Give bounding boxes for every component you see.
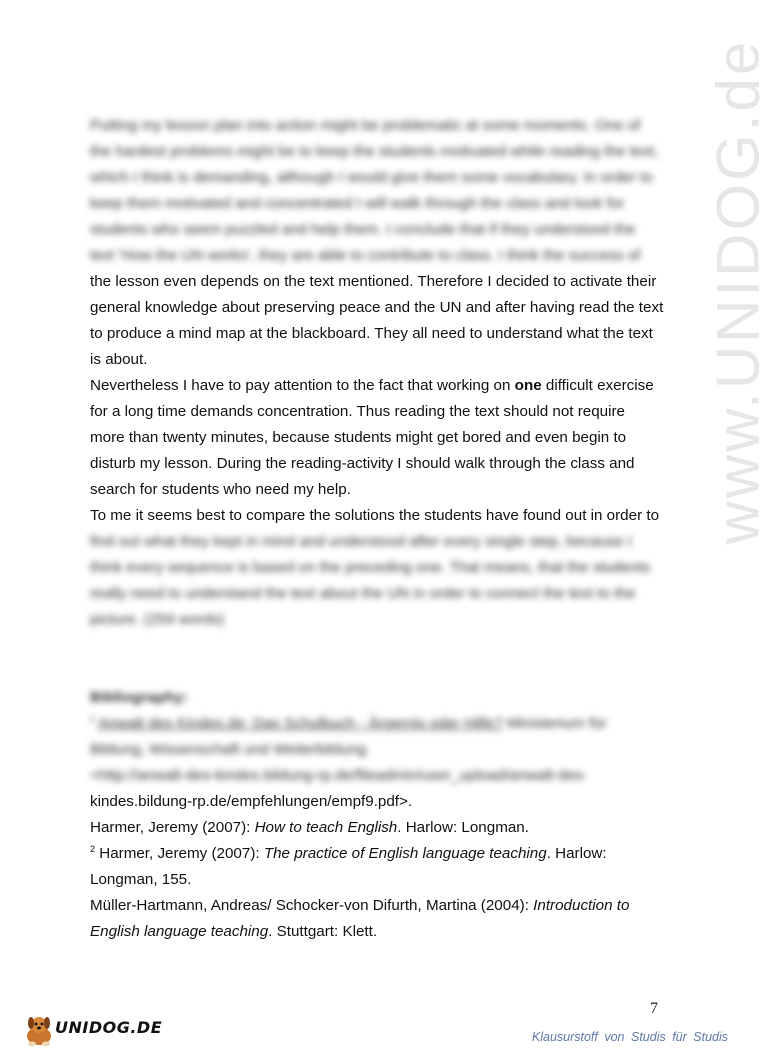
document-body xyxy=(90,113,666,945)
bib-entry-harmer-2 xyxy=(90,841,666,867)
bib-entry-harmer-1 xyxy=(90,815,666,841)
book-title: How to teach English xyxy=(254,819,398,836)
unidog-logo xyxy=(22,1012,162,1052)
text-span: difficult exercise xyxy=(541,377,654,394)
text-line: really need to understand the text about the UN in order to connect the text to the xyxy=(90,585,636,602)
text-span: . Harlow: xyxy=(546,845,607,862)
text-span: Ministerium für xyxy=(502,715,607,732)
bib-entry-line: <http://anwalt-des-kindes.bildung-rp.de/fileadmin/user_upload/anwalt-des- xyxy=(90,767,588,784)
bib-entry-line: Bildung, Wissenschaft und Weiterbildung. xyxy=(90,741,370,758)
text-line: general knowledge about preserving peace and the UN and after having read the text xyxy=(90,299,664,316)
text-span: Müller-Hartmann, Andreas/ Schocker-von Difurth, Martina (2004): xyxy=(90,897,534,914)
text-line: the lesson even depends on the text mentioned. Therefore I decided to activate their xyxy=(90,273,657,290)
footnote-mark: 1 xyxy=(90,713,96,724)
paragraph-2 xyxy=(90,373,666,503)
blurred-block-2 xyxy=(90,529,666,633)
text-line xyxy=(90,373,666,399)
footnote-mark: 2 xyxy=(90,843,96,854)
dog-icon xyxy=(22,1012,56,1048)
bib-entry-line xyxy=(90,919,666,945)
paragraph-3 xyxy=(90,503,666,633)
text-line: more than twenty minutes, because students might get bored and even begin to xyxy=(90,429,627,446)
text-line: keep them motivated and concentrated I will walk through the class and look for xyxy=(90,195,625,212)
section-gap xyxy=(90,633,666,685)
bib-entry-mueller xyxy=(90,893,666,919)
text-line: To me it seems best to compare the solutions the students have found out in order to xyxy=(90,507,660,524)
text-line: disturb my lesson. During the reading-activity I should walk through the class and xyxy=(90,455,635,472)
text-span: Harmer, Jeremy (2007): xyxy=(95,845,264,862)
bib-entry-line: Longman, 155. xyxy=(90,871,192,888)
text-span: Harmer, Jeremy (2007): xyxy=(90,819,255,836)
bib-entry-line xyxy=(90,711,666,737)
text-span: . Stuttgart: Klett. xyxy=(268,923,378,940)
book-title: Introduction to xyxy=(533,897,630,914)
bib-link[interactable]: Anwalt des Kindes.de: Das Schulbuch - Ärgernis oder Hilfe? xyxy=(98,715,503,732)
book-title: English language teaching xyxy=(90,923,269,940)
watermark-text: www.UNIDOG.de xyxy=(704,38,772,545)
text-line: students who seem puzzled and help them. I conclude that if they understood the xyxy=(90,221,636,238)
text-line: the hardest problems might be to keep the students motivated while reading the text, xyxy=(90,143,659,160)
page-number: 7 xyxy=(650,1000,658,1017)
text-line: to produce a mind map at the blackboard. They all need to understand what the text xyxy=(90,325,653,342)
blurred-block-3 xyxy=(90,685,666,789)
text-line: picture. (259 words) xyxy=(90,611,225,628)
blurred-block-1 xyxy=(90,113,666,269)
footer-tagline: Klausurstoff von Studis für Studis xyxy=(531,1030,728,1044)
text-line: think every sequence is based on the preceding one. That means, that the students xyxy=(90,559,651,576)
text-line: is about. xyxy=(90,351,148,368)
text-span: . Harlow: Longman. xyxy=(397,819,529,836)
text-line: find out what they kept in mind and understood after every single step, because I xyxy=(90,533,633,550)
text-span: Nevertheless I have to pay attention to the fact that working on xyxy=(90,377,515,394)
text-line: Putting my lesson plan into action might be problematic at some moments. One of xyxy=(90,117,641,134)
bibliography-heading: Bibliography: xyxy=(90,689,188,706)
bibliography xyxy=(90,685,666,945)
paragraph-1 xyxy=(90,113,666,373)
text-line: text 'How the UN works', they are able to contribute to class. I think the success of xyxy=(90,247,641,264)
logo-text: UNIDOG.DE xyxy=(55,1018,163,1037)
bib-entry-line: kindes.bildung-rp.de/empfehlungen/empf9.pdf>. xyxy=(90,793,413,810)
text-line: which I think is demanding, although I would give them some vocabulary. In order to xyxy=(90,169,653,186)
text-line: search for students who need my help. xyxy=(90,481,351,498)
book-title: The practice of English language teaching xyxy=(263,845,547,862)
bold-word: one xyxy=(514,377,542,394)
text-line: for a long time demands concentration. Thus reading the text should not require xyxy=(90,403,625,420)
